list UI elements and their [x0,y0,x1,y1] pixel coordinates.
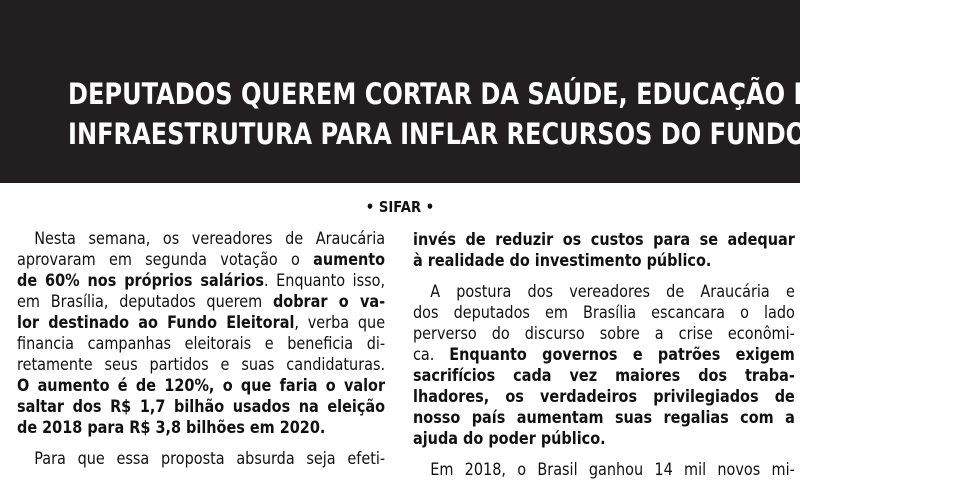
paragraph-line: ca. Enquanto governos e patrões exigem [413,344,795,364]
paragraph-line: invés de reduzir os custos para se adequar [413,229,795,249]
article-headline [68,74,978,154]
paragraph-line: Nesta semana, os vereadores de Araucária [34,228,386,248]
paragraph-line: O aumento é de 120%, o que faria o valor [17,375,386,395]
paragraph-line: nosso país aumentam suas regalias com a [413,407,795,427]
paragraph-line: A postura dos vereadores de Araucária e [430,281,795,301]
paragraph-line: sacrifícios cada vez maiores dos traba- [413,365,795,385]
paragraph-line: ajuda do poder público. [413,428,606,448]
paragraph-line: dos deputados em Brasília escancara o lado [413,302,795,322]
paragraph-gap [413,449,795,459]
paragraph-line: lor destinado ao Fundo Eleitoral, verba que [17,312,386,332]
paragraph-line: à realidade do investimento público. [413,250,712,270]
paragraph-gap [17,438,385,448]
paragraph-line: saltar dos R$ 1,7 bilhão usados na eleição [17,396,386,416]
paragraph-line: perverso do discurso sobre a crise econômi- [413,323,795,343]
paragraph-line: Para que essa proposta absurda seja efeti- [34,448,386,468]
paragraph-line: de 60% nos próprios salários. Enquanto isso, [17,270,386,290]
article-column-left [17,228,385,469]
article-column-right [413,229,795,480]
paragraph-line: lhadores, os verdadeiros privilegiados de [413,386,795,406]
paragraph-line: de 2018 para R$ 3,8 bilhões em 2020. [17,417,326,437]
paragraph-line: Em 2018, o Brasil ganhou 14 mil novos mi- [430,459,795,479]
paragraph-gap [413,271,795,281]
paragraph-line: retamente seus partidos e suas candidaturas. [17,354,386,374]
headline-line-1: DEPUTADOS QUEREM CORTAR DA SAÚDE, EDUCAÇÃO E [68,77,810,111]
byline: • SIFAR • [365,198,435,216]
paragraph-line: aprovaram em segunda votação o aumento [17,249,386,269]
headline-banner [0,0,978,183]
paragraph-line: em Brasília, deputados querem dobrar o va- [17,291,386,311]
paragraph-line: financia campanhas eleitorais e beneficia di- [17,333,386,353]
headline-line-2: INFRAESTRUTURA PARA INFLAR RECURSOS DO FUNDO PARTIDÁRIO [68,117,978,151]
